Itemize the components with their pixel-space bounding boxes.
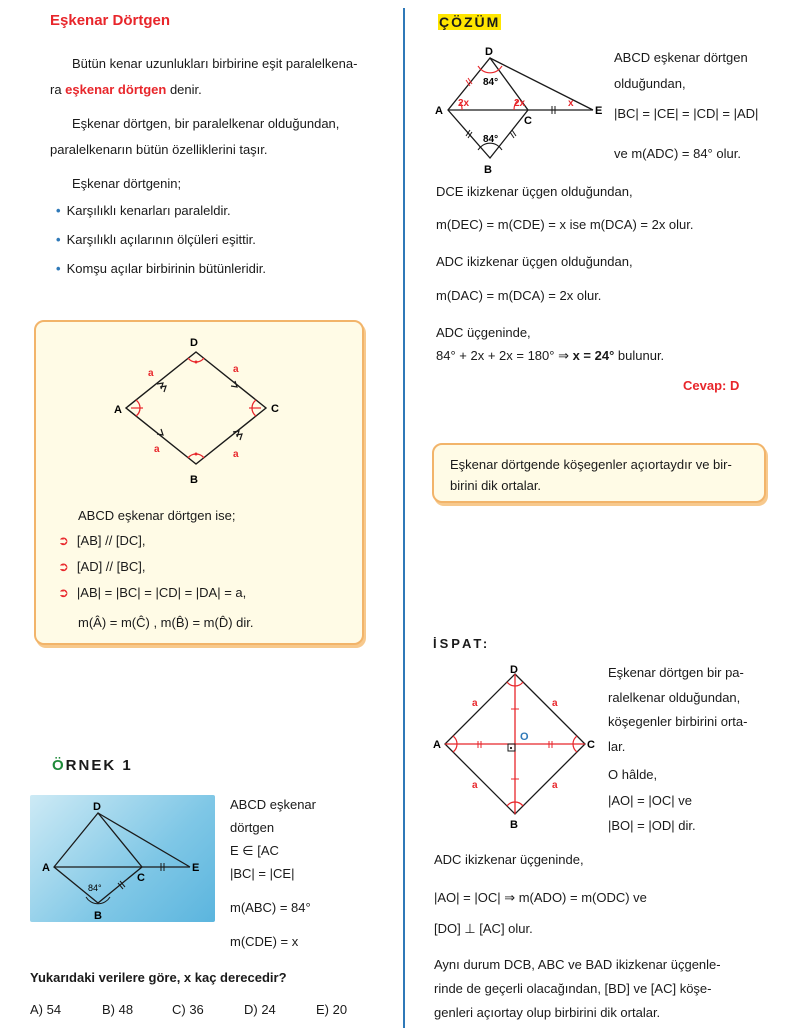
solution-given: ABCD eşkenar dörtgen [614,50,748,65]
solution-label-c: C [524,115,532,127]
example-heading [52,757,133,774]
solution-angle-top: 84° [483,77,499,88]
paragraph-2-line-2: paralelkenarın bütün özelliklerini taşır. [50,142,268,157]
solution-line: ADC üçgeninde, [436,325,531,340]
proof-line: |AO| = |OC| ⇒ m(ADO) = m(ODC) ve [434,890,647,905]
given-line: m(ABC) = 84° [230,900,311,915]
side-label-a: a [233,449,239,460]
solution-label-a: A [435,105,443,117]
property-text: [AD] // [BC], [76,559,146,574]
solution-label-x: x [568,98,574,109]
solution-line: m(DAC) = m(DCA) = 2x olur. [436,288,602,303]
solution-given: olduğundan, [614,76,686,91]
proof-line: genleri açıortay olup birbirini dik ortalar. [434,1005,661,1020]
proof-text: ralelkenar olduğundan, [608,690,741,705]
option-a[interactable]: A) 54 [30,1002,62,1017]
column-divider [403,8,405,1028]
proof-text: lar. [608,739,626,754]
given-line: m(CDE) = x [230,934,299,949]
question-text: Yukarıdaki verilere göre, x kaç derecedir? [30,970,287,985]
bullet-dot-icon: • [56,203,61,218]
bullet-dot-icon: • [56,232,61,247]
vertex-label-b: B [190,474,198,486]
solution-label-2x: 2x [458,98,470,109]
rhombus-properties-box [34,320,364,645]
proof-label-c: C [587,739,595,751]
rhombus-diagram [36,322,366,502]
proof-side-a: a [552,698,558,709]
proof-line: Aynı durum DCB, ABC ve BAD ikizkenar üçgenle- [434,957,721,972]
example-angle-label: 84° [88,883,102,893]
proof-label-a: A [433,739,441,751]
arrow-icon: ➲ [58,559,69,574]
example-heading-o: Ö [52,757,66,774]
given-line: |BC| = |CE| [230,866,295,881]
given-line: dörtgen [230,820,275,835]
solution-heading [438,14,501,30]
example-label-d: D [93,801,101,813]
proof-text: O hâlde, [608,767,658,782]
property-text: [AB] // [DC], [76,533,146,548]
example-heading-rest: RNEK 1 [65,757,133,774]
solution-given: ve m(ADC) = 84° olur. [614,146,741,161]
proof-text: |AO| = |OC| ve [608,793,692,808]
example-figure [30,795,215,922]
side-label-a: a [233,364,239,375]
proof-line: rinde de geçerli olacağından, [BD] ve [AC] köşe- [434,981,712,996]
given-line: ABCD eşkenar [230,797,316,812]
bullet-text: Komşu açılar birbirinin bütünleridir. [66,261,266,276]
theorem-line-1: Eşkenar dörtgende köşegenler açıortaydır ve bir- [450,457,732,472]
solution-label-b: B [484,164,492,175]
solution-given: |BC| = |CE| = |CD| = |AD| [614,106,759,121]
result-value: x = 24° [572,348,615,363]
solution-label-2x: 2x [514,98,526,109]
definition-term: eşkenar dörtgen [65,82,167,97]
bullet-text: Karşılıklı kenarları paraleldir. [66,203,231,218]
paragraph-2-line-1: Eşkenar dörtgen, bir paralelkenar olduğundan, [72,116,340,131]
property-text: |AB| = |BC| = |CD| = |DA| = a, [76,585,247,600]
proof-label-d: D [510,664,518,676]
example-diagram [30,795,215,922]
solution-label-e: E [595,105,603,117]
angle-equality: m(Â) = m(Ĉ) , m(B̂) = m(D̂) dir. [78,615,254,630]
solution-label-d: D [485,46,493,58]
option-b[interactable]: B) 48 [102,1002,134,1017]
definition-suffix: denir. [166,82,202,97]
solution-line: ADC ikizkenar üçgen olduğundan, [436,254,633,269]
proof-label-b: B [510,819,518,830]
proof-text: |BO| = |OD| dir. [608,818,696,833]
bullet-item [56,261,266,277]
theorem-line-2: birini dik ortalar. [450,478,542,493]
definition-prefix: ra [50,82,66,97]
properties-intro: Eşkenar dörtgenin; [72,176,182,191]
property-item [58,585,246,601]
proof-heading: İSPAT: [433,636,491,651]
proof-diagram [430,662,600,830]
solution-line: m(DEC) = m(CDE) = x ise m(DCA) = 2x olur. [436,217,694,232]
answer-label: Cevap: D [683,378,740,393]
definition-line-2 [50,82,202,98]
bullet-item [56,203,231,219]
example-label-b: B [94,910,102,922]
example-label-e: E [192,862,200,874]
given-line: E ∈ [AC [230,843,279,858]
box-intro: ABCD eşkenar dörtgen ise; [78,508,236,523]
vertex-label-a: A [114,404,122,416]
proof-side-a: a [472,698,478,709]
solution-angle-bottom: 84° [483,134,499,145]
proof-text: köşegenler birbirini orta- [608,714,748,729]
solution-line: DCE ikizkenar üçgen olduğundan, [436,184,633,199]
vertex-label-d: D [190,337,198,349]
proof-text: Eşkenar dörtgen bir pa- [608,665,744,680]
option-d[interactable]: D) 24 [244,1002,276,1017]
arrow-icon: ➲ [58,533,69,548]
example-label-c: C [137,872,145,884]
property-item [58,533,146,549]
solution-result [436,348,664,364]
property-item [58,559,146,575]
side-label-a: a [154,444,160,455]
vertex-label-c: C [271,403,279,415]
proof-line: ADC ikizkenar üçgeninde, [434,852,584,867]
example-label-a: A [42,862,50,874]
proof-label-o: O [520,731,529,743]
diagonal-theorem-box [432,443,766,503]
proof-side-a: a [552,780,558,791]
definition-line-1: Bütün kenar uzunlukları birbirine eşit paralelkena- [72,56,358,71]
solution-heading-text: ÇÖZÜM [439,14,501,30]
result-suffix: bulunur. [614,348,665,363]
result-prefix: 84° + 2x + 2x = 180° ⇒ [436,348,573,363]
bullet-dot-icon: • [56,261,61,276]
proof-side-a: a [472,780,478,791]
section-title: Eşkenar Dörtgen [50,12,171,29]
proof-line: [DO] ⊥ [AC] olur. [434,921,533,936]
bullet-text: Karşılıklı açılarının ölçüleri eşittir. [66,232,256,247]
bullet-item [56,232,256,248]
solution-diagram [428,40,608,175]
side-label-a: a [148,368,154,379]
option-c[interactable]: C) 36 [172,1002,204,1017]
arrow-icon: ➲ [58,585,69,600]
option-e[interactable]: E) 20 [316,1002,348,1017]
